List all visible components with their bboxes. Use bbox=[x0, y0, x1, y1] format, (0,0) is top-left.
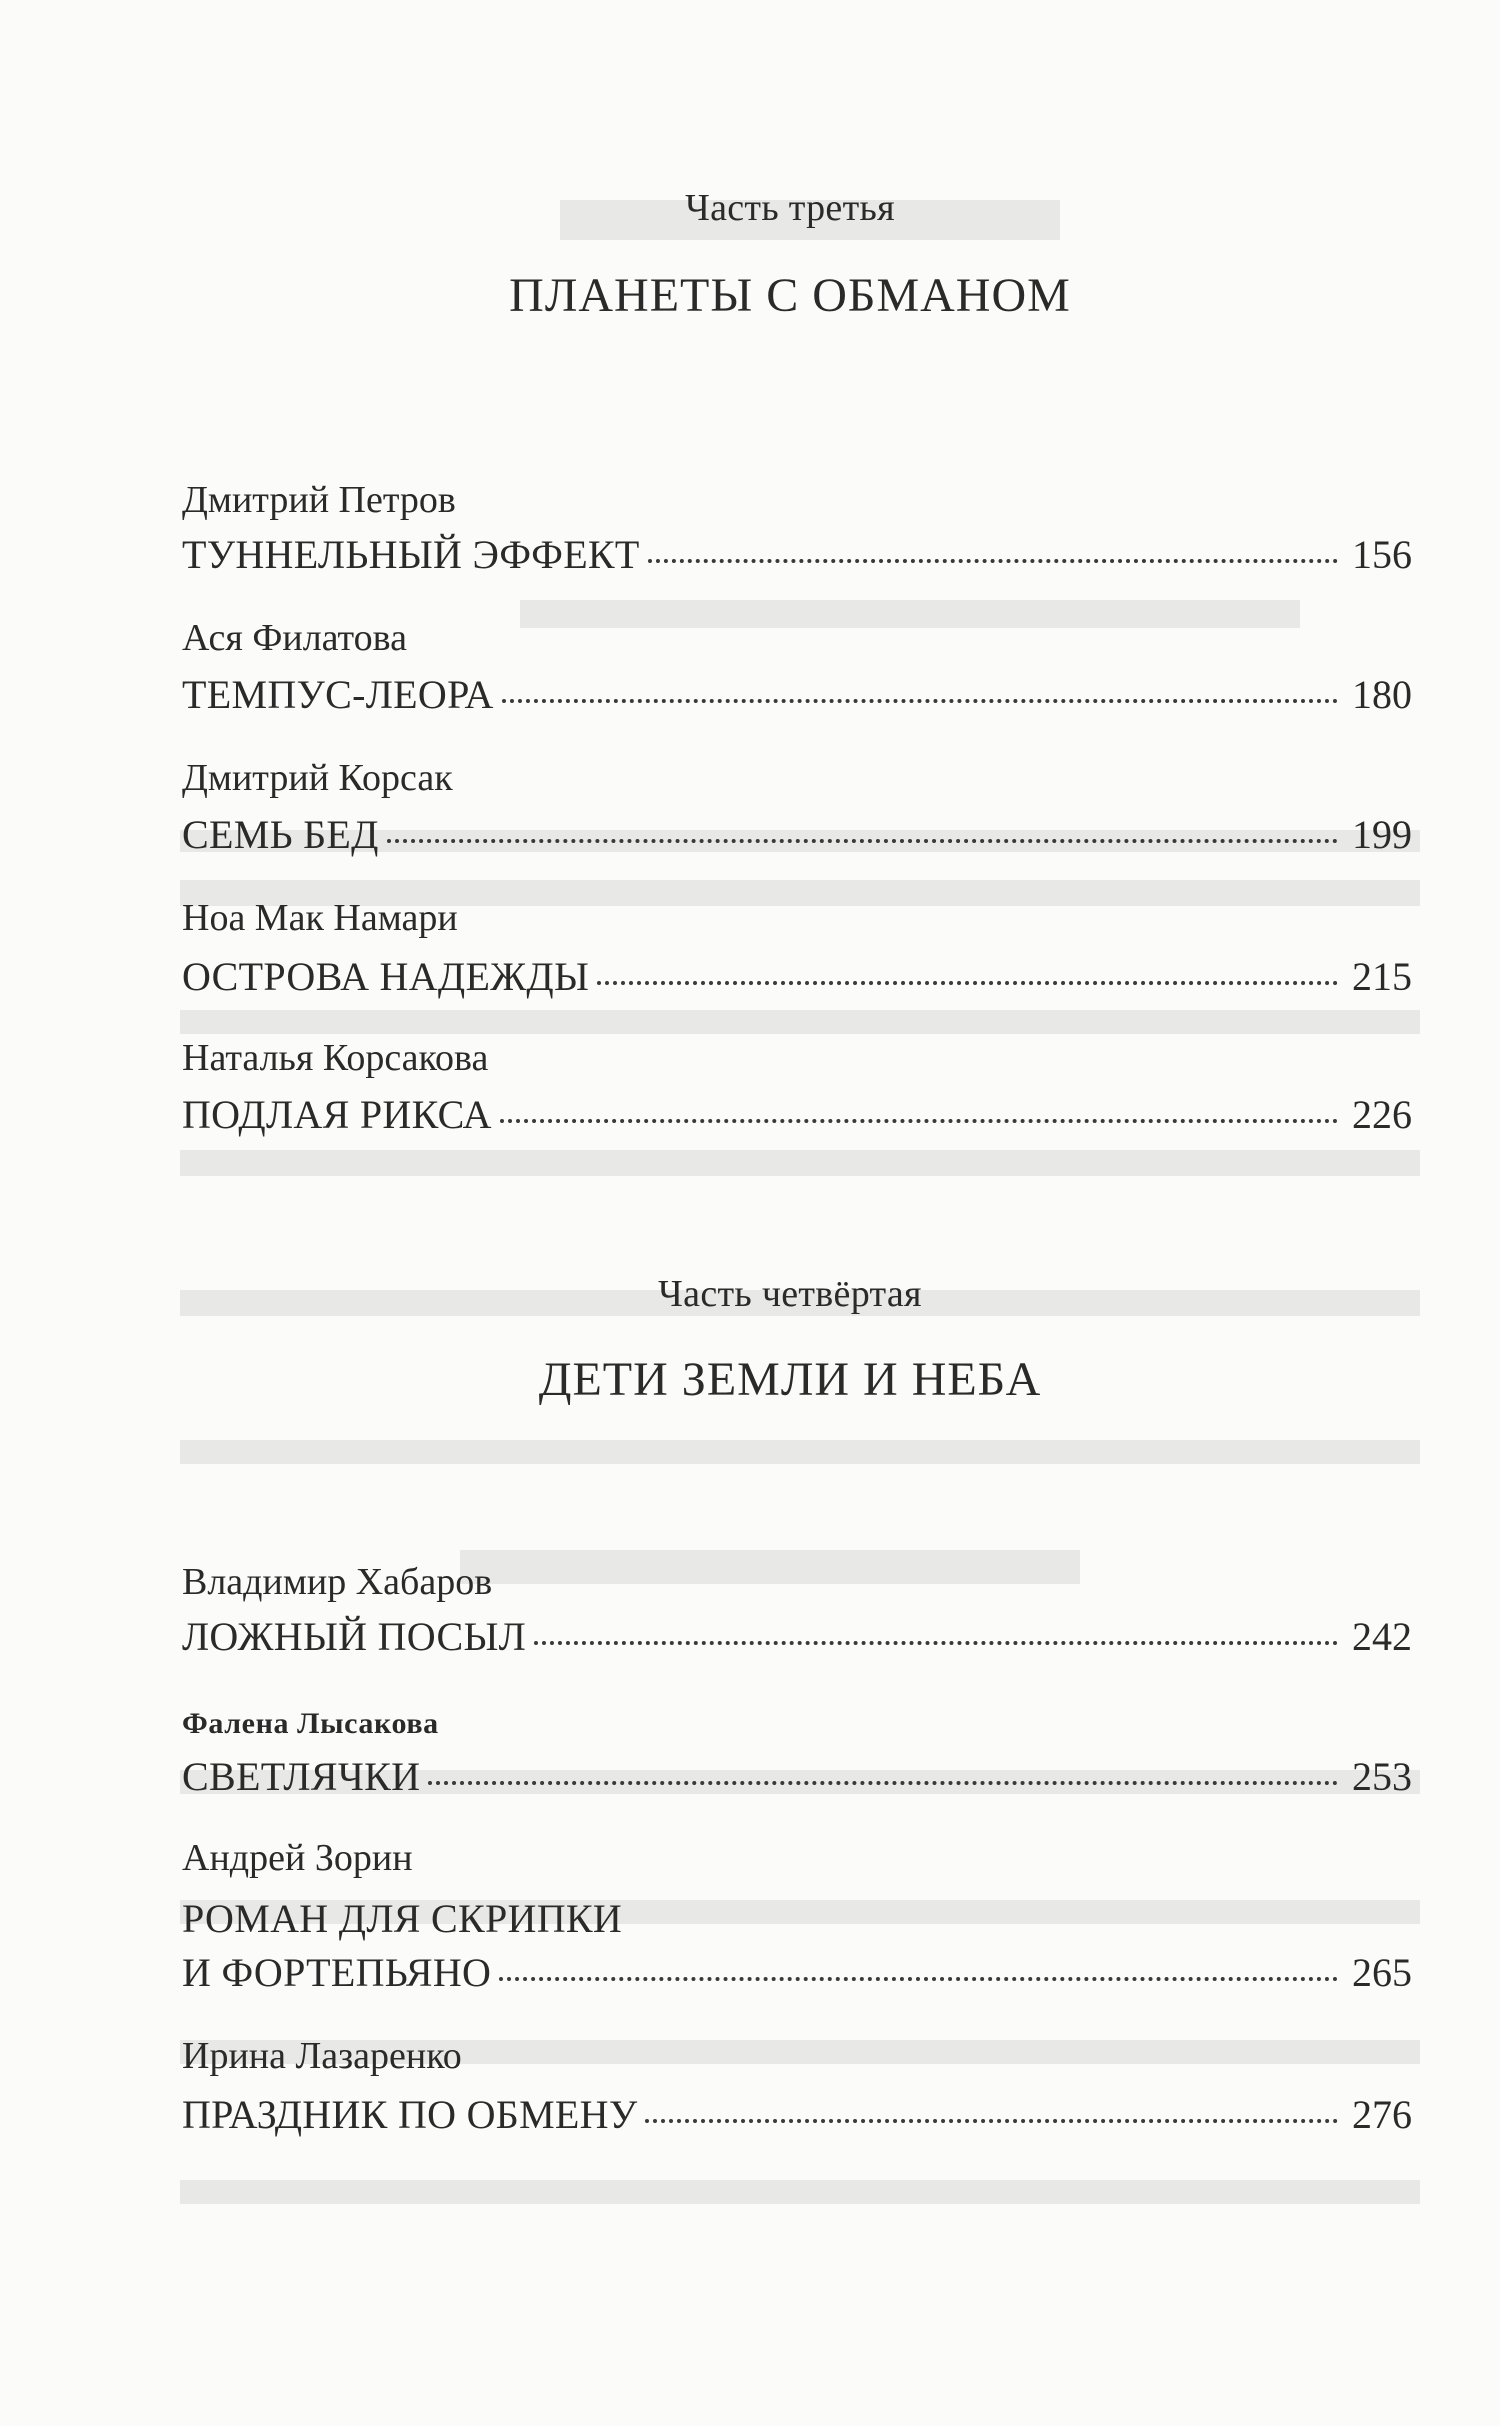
toc-entry-title-line: РОМАН ДЛЯ СКРИПКИ bbox=[182, 1896, 623, 1941]
toc-entry[interactable] bbox=[182, 954, 1412, 1000]
toc-author: Ирина Лазаренко bbox=[182, 2035, 462, 2077]
part-4-label: Часть четвёртая bbox=[658, 1273, 922, 1315]
toc-entry[interactable] bbox=[182, 532, 1412, 578]
dot-leader bbox=[534, 1641, 1338, 1645]
toc-entry-title: ТЕМПУС-ЛЕОРА bbox=[182, 672, 494, 717]
toc-page-number: 276 bbox=[1352, 2092, 1412, 2137]
part-3-title: ПЛАНЕТЫ С ОБМАНОМ bbox=[509, 269, 1071, 322]
dot-leader bbox=[387, 839, 1338, 843]
toc-author: Наталья Корсакова bbox=[182, 1037, 489, 1079]
dot-leader bbox=[648, 559, 1338, 563]
toc-entry-title: ПРАЗДНИК ПО ОБМЕНУ bbox=[182, 2092, 638, 2137]
dot-leader bbox=[428, 1781, 1338, 1785]
toc-entry-title: И ФОРТЕПЬЯНО bbox=[182, 1950, 492, 1995]
toc-entry-title: ЛОЖНЫЙ ПОСЫЛ bbox=[182, 1614, 527, 1659]
dot-leader bbox=[597, 981, 1338, 985]
toc-author: Ася Филатова bbox=[182, 617, 407, 659]
part-3-label: Часть третья bbox=[685, 187, 895, 229]
toc-entry-title: ПОДЛАЯ РИКСА bbox=[182, 1092, 492, 1137]
toc-entry[interactable] bbox=[182, 812, 1412, 858]
toc-entry-title: СВЕТЛЯЧКИ bbox=[182, 1754, 421, 1799]
part-4-title: ДЕТИ ЗЕМЛИ И НЕБА bbox=[538, 1353, 1042, 1406]
toc-page-number: 156 bbox=[1352, 532, 1412, 577]
toc-author: Андрей Зорин bbox=[182, 1837, 413, 1879]
dot-leader bbox=[500, 1119, 1338, 1123]
toc-entry[interactable] bbox=[182, 1092, 1412, 1138]
toc-entry-title: ОСТРОВА НАДЕЖДЫ bbox=[182, 954, 590, 999]
toc-author: Ноа Мак Намари bbox=[182, 897, 458, 939]
toc-page-number: 180 bbox=[1352, 672, 1412, 717]
toc-page-number: 242 bbox=[1352, 1614, 1412, 1659]
toc-entry-title: ТУННЕЛЬНЫЙ ЭФФЕКТ bbox=[182, 532, 640, 577]
toc-entry[interactable] bbox=[182, 672, 1412, 718]
toc-entry[interactable] bbox=[182, 1754, 1412, 1800]
toc-page-number: 253 bbox=[1352, 1754, 1412, 1799]
toc-entry-title: СЕМЬ БЕД bbox=[182, 812, 379, 857]
toc-author: Фалена Лысакова bbox=[182, 1707, 439, 1740]
toc-author: Владимир Хабаров bbox=[182, 1561, 493, 1603]
toc-page-number: 199 bbox=[1352, 812, 1412, 857]
toc-entry[interactable] bbox=[182, 1614, 1412, 1660]
toc-author: Дмитрий Корсак bbox=[182, 757, 453, 799]
toc-page-number: 215 bbox=[1352, 954, 1412, 999]
dot-leader bbox=[499, 1977, 1338, 1981]
toc-page-number: 226 bbox=[1352, 1092, 1412, 1137]
toc-entry[interactable] bbox=[182, 1950, 1412, 1996]
dot-leader bbox=[502, 699, 1338, 703]
dot-leader bbox=[645, 2119, 1338, 2123]
toc-entry[interactable] bbox=[182, 2092, 1412, 2138]
toc-page-number: 265 bbox=[1352, 1950, 1412, 1995]
toc-author: Дмитрий Петров bbox=[182, 479, 456, 521]
